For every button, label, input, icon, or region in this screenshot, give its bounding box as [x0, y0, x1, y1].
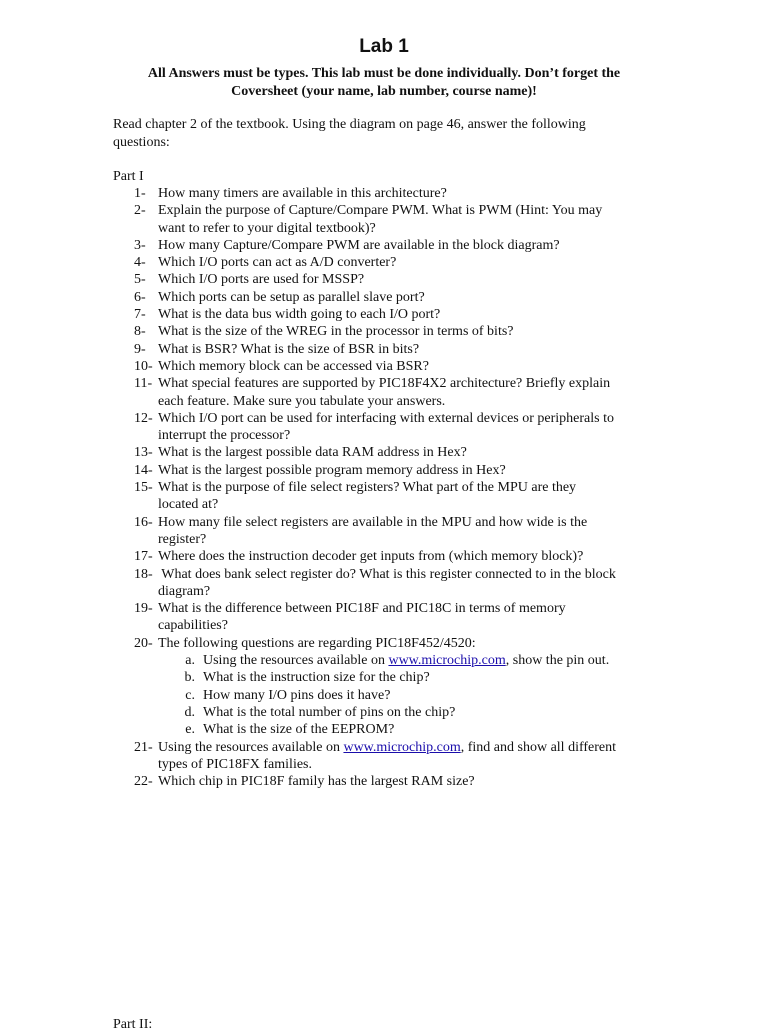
- instructions-line-1: All Answers must be types. This lab must be done individually. Don’t forget the: [147, 66, 621, 81]
- question-number: 10-: [134, 358, 153, 374]
- question-item: [113, 254, 658, 271]
- question-number: 19-: [134, 601, 153, 617]
- question-text: What is the largest possible data RAM address in Hex?: [158, 445, 467, 461]
- question-text: What special features are supported by PIC18F4X2 architecture? Briefly explain each feature. Make sure you tabulate your answers.: [158, 376, 611, 409]
- question-item: [113, 479, 658, 514]
- sub-question-text: Using the resources available on www.microchip.com, show the pin out.: [203, 653, 610, 669]
- q20-subitems: [113, 652, 658, 738]
- question-item: [113, 306, 658, 323]
- question-number: 5-: [134, 272, 146, 288]
- question-item: [113, 237, 658, 254]
- question-number: 20-: [134, 635, 153, 651]
- intro-paragraph: [113, 116, 653, 152]
- question-number: 14-: [134, 462, 153, 478]
- sub-question-text: What is the size of the EEPROM?: [203, 722, 395, 738]
- part-1-label: Part I: [113, 169, 144, 184]
- question-text: What is the data bus width going to each I/O port?: [158, 307, 441, 323]
- part-2-label: Part II:: [113, 1017, 153, 1032]
- instructions-line-2: Coversheet (your name, lab number, course name)!: [231, 84, 537, 99]
- sub-question-letter: d.: [184, 704, 195, 720]
- question-text: What is the difference between PIC18F and PIC18C in terms of memory capabilities?: [158, 601, 566, 634]
- question-number: 11-: [134, 376, 153, 392]
- question-number: 7-: [134, 307, 146, 323]
- question-number: 4-: [134, 255, 146, 271]
- question-text: What is the purpose of file select registers? What part of the MPU are they located at?: [158, 480, 577, 513]
- question-number: 22-: [134, 774, 153, 790]
- question-text: What is the largest possible program memory address in Hex?: [158, 462, 506, 478]
- sub-question-item: [113, 704, 658, 721]
- sub-question-text: What is the total number of pins on the chip?: [203, 704, 456, 720]
- sub-question-letter: e.: [185, 722, 195, 738]
- question-text: What is the size of the WREG in the processor in terms of bits?: [158, 324, 514, 340]
- question-item: [113, 548, 658, 565]
- question-item: [113, 773, 658, 790]
- microchip-link[interactable]: www.microchip.com: [343, 739, 461, 755]
- sub-question-letter: a.: [185, 653, 195, 669]
- sub-question-item: [113, 652, 658, 669]
- question-text: Which memory block can be accessed via BSR?: [158, 358, 429, 374]
- question-item: [113, 600, 658, 635]
- question-list: [113, 185, 658, 790]
- question-text: Where does the instruction decoder get inputs from (which memory block)?: [158, 549, 584, 565]
- question-item: [113, 514, 658, 549]
- question-text: Which chip in PIC18F family has the largest RAM size?: [158, 774, 475, 790]
- question-text: Which I/O port can be used for interfacing with external devices or peripherals to interrupt the processor?: [158, 410, 614, 444]
- question-number: 6-: [134, 289, 146, 305]
- question-item: [113, 739, 658, 774]
- question-item: [113, 444, 658, 461]
- question-item: [113, 375, 658, 410]
- question-text: The following questions are regarding PIC18F452/4520:: [158, 635, 476, 651]
- instructions-header: [110, 65, 658, 101]
- microchip-link[interactable]: www.microchip.com: [388, 653, 506, 669]
- sub-question-letter: b.: [184, 670, 195, 686]
- question-text: What is BSR? What is the size of BSR in bits?: [158, 341, 420, 357]
- intro-line-1: Read chapter 2 of the textbook. Using the diagram on page 46, answer the following: [113, 117, 586, 132]
- question-item: [113, 202, 658, 237]
- question-item: [113, 341, 658, 358]
- intro-line-2: questions:: [113, 135, 170, 150]
- question-number: 8-: [134, 324, 146, 340]
- question-text: What does bank select register do? What is this register connected to in the block diagram?: [158, 566, 616, 599]
- sub-question-item: [113, 687, 658, 704]
- question-text: Using the resources available on www.microchip.com, find and show all different types of PIC18FX families.: [158, 739, 617, 772]
- question-number: 3-: [134, 237, 146, 253]
- question-number: 12-: [134, 410, 153, 426]
- sub-question-item: [113, 721, 658, 738]
- question-number: 16-: [134, 514, 153, 530]
- question-number: 9-: [134, 341, 146, 357]
- question-item: [113, 358, 658, 375]
- question-item: [113, 635, 658, 652]
- question-text: How many timers are available in this architecture?: [158, 186, 447, 201]
- question-number: 15-: [134, 480, 153, 496]
- question-item: [113, 185, 658, 202]
- question-item: [113, 289, 658, 306]
- question-text: Which I/O ports can act as A/D converter?: [158, 255, 397, 271]
- question-items: [113, 185, 658, 652]
- question-item: [113, 410, 658, 445]
- sub-question-item: [113, 669, 658, 686]
- question-number: 18-: [134, 566, 153, 582]
- question-number: 21-: [134, 739, 153, 755]
- sub-question-text: What is the instruction size for the chip?: [203, 670, 430, 686]
- question-number: 13-: [134, 445, 153, 461]
- sub-question-text: How many I/O pins does it have?: [203, 687, 391, 703]
- question-number: 1-: [134, 186, 146, 201]
- question-text: How many file select registers are available in the MPU and how wide is the register?: [158, 514, 588, 547]
- question-item: [113, 323, 658, 340]
- question-text: Which ports can be setup as parallel slave port?: [158, 289, 425, 305]
- question-item: [113, 271, 658, 288]
- question-text: How many Capture/Compare PWM are available in the block diagram?: [158, 237, 560, 253]
- question-number: 17-: [134, 549, 153, 565]
- question-text: Explain the purpose of Capture/Compare PWM. What is PWM (Hint: You may want to refer to your digital textbook)?: [158, 203, 603, 236]
- page-title: Lab 1: [359, 36, 409, 57]
- question-number: 2-: [134, 203, 146, 219]
- question-item: [113, 462, 658, 479]
- question-item: [113, 566, 658, 601]
- question-text: Which I/O ports are used for MSSP?: [158, 272, 365, 288]
- sub-question-letter: c.: [185, 687, 195, 703]
